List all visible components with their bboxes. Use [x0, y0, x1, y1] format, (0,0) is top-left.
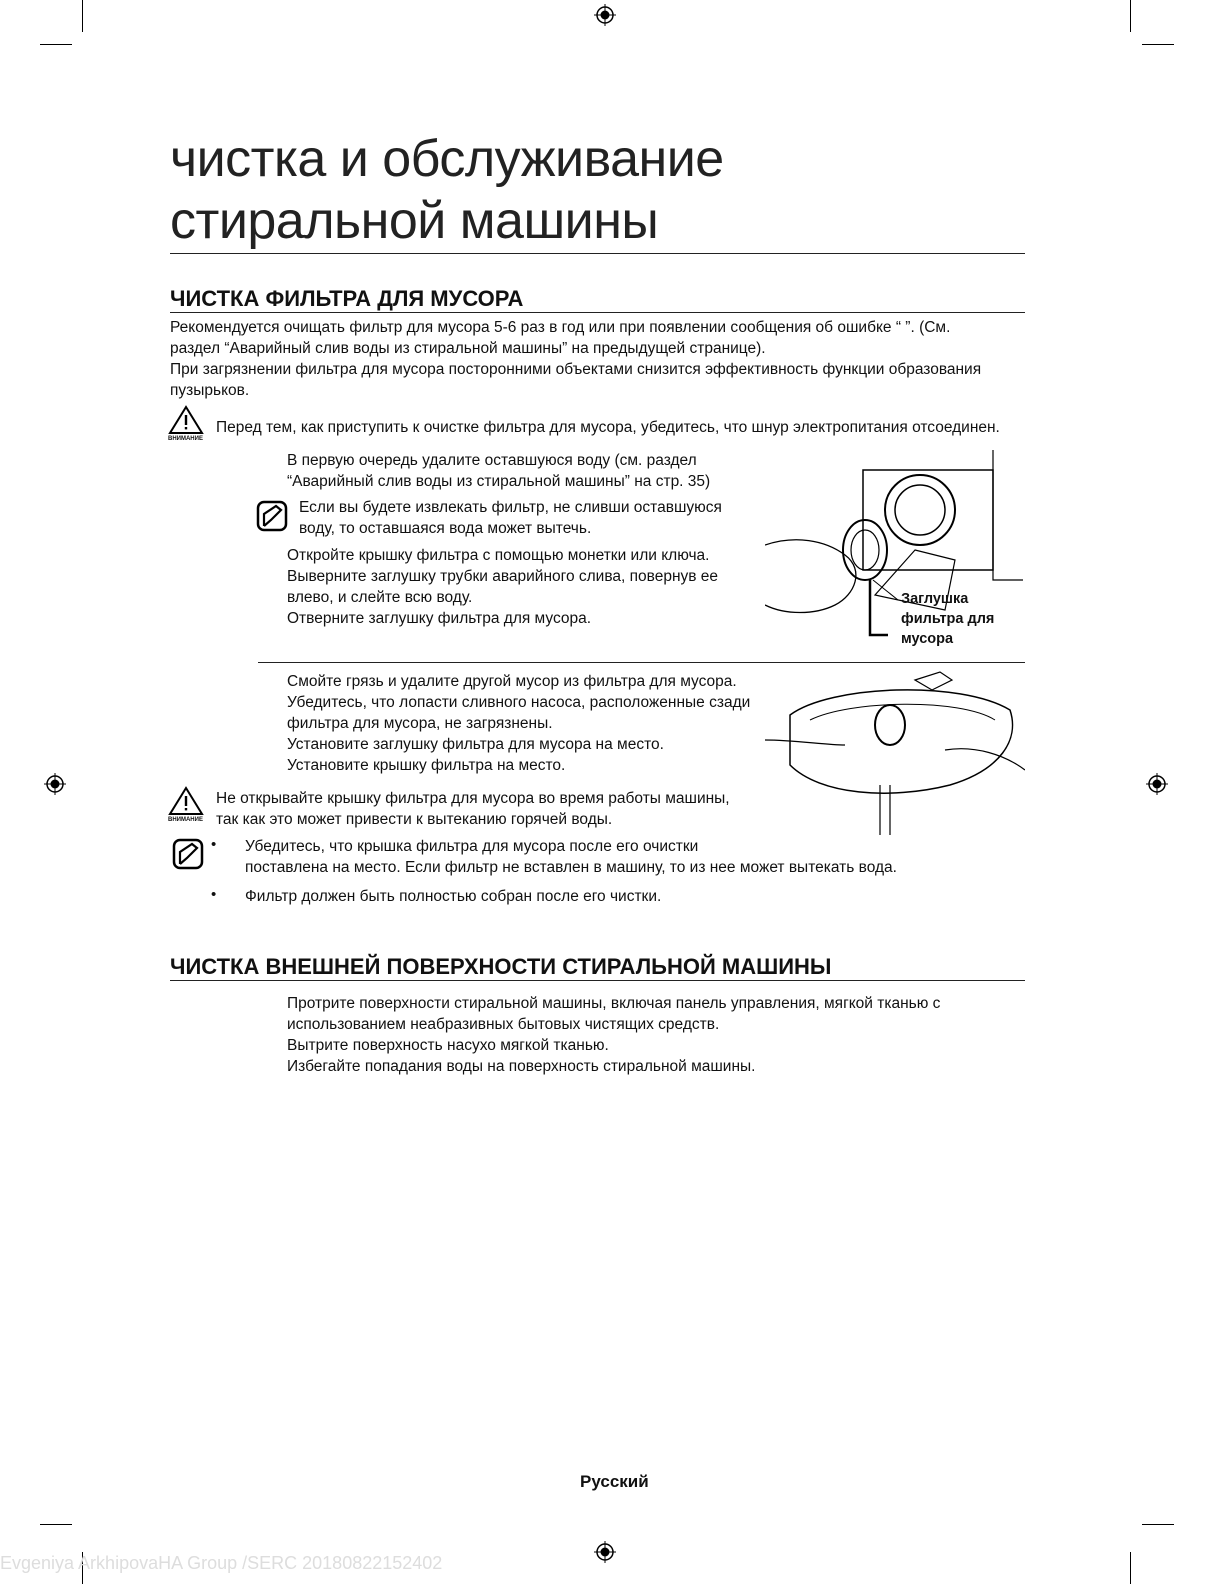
note-item: Фильтр должен быть полностью собран после его чистки.: [245, 888, 662, 905]
step-text: [287, 671, 750, 776]
text-line: использованием неабразивных бытовых чистящих средств.: [287, 1016, 720, 1033]
text-line: фильтра для: [901, 611, 995, 627]
text-line: Избегайте попадания воды на поверхность стиральной машины.: [287, 1058, 756, 1075]
warning-label: ВНИМАНИЕ: [168, 436, 203, 442]
text-line: Вытрите поверхность насухо мягкой тканью.: [287, 1037, 609, 1054]
text-line: “Аварийный слив воды из стиральной машины” на стр. 35): [287, 473, 711, 490]
crop-mark: [40, 1524, 72, 1525]
registration-mark-icon: [44, 773, 66, 795]
text-line: Убедитесь, что крышка фильтра для мусора после его очистки: [245, 838, 699, 855]
text-line: Отверните заглушку фильтра для мусора.: [287, 610, 592, 627]
page-title-line: чистка и обслуживание: [170, 130, 724, 188]
text-line: Откройте крышку фильтра с помощью монетки или ключа.: [287, 547, 710, 564]
filter-cap-callout: [901, 589, 994, 649]
crop-mark: [1130, 1552, 1131, 1584]
filter-washing-illustration: [765, 670, 1025, 835]
note-text: [299, 497, 722, 539]
text-line: так как это может привести к вытеканию горячей воды.: [216, 811, 613, 828]
section-body: [287, 993, 940, 1077]
step-text: [287, 450, 710, 492]
intro-paragraph: [170, 317, 981, 401]
section-divider: [170, 980, 1025, 981]
text-line: воду, то оставшаяся вода может вытечь.: [299, 520, 592, 537]
text-line: При загрязнении фильтра для мусора посторонними объектами снизится эффективность функции образования: [170, 361, 982, 378]
text-line: Заглушка: [901, 591, 969, 607]
note-item: [245, 836, 897, 878]
step-text: [287, 545, 718, 629]
warning-icon: [168, 405, 204, 435]
print-stamp: Evgeniya ArkhipovaHA Group /SERC 20180822152402: [0, 1553, 443, 1573]
step-divider: [258, 662, 1025, 663]
text-line: мусора: [901, 631, 954, 647]
page-language: Русский: [580, 1472, 649, 1491]
crop-mark: [1130, 0, 1131, 32]
text-line: Установите заглушку фильтра для мусора на место.: [287, 736, 664, 753]
crop-mark: [1142, 44, 1174, 45]
note-icon: [172, 838, 204, 870]
crop-mark: [82, 0, 83, 32]
text-line: В первую очередь удалите оставшуюся воду (см. раздел: [287, 452, 697, 469]
warning-text: Перед тем, как приступить к очистке фильтра для мусора, убедитесь, что шнур электропитания отсоединен.: [216, 419, 1000, 436]
crop-mark: [1142, 1524, 1174, 1525]
text-line: Протрите поверхности стиральной машины, включая панель управления, мягкой тканью с: [287, 995, 941, 1012]
registration-mark-icon: [1146, 773, 1168, 795]
note-icon: [256, 500, 288, 532]
text-line: Смойте грязь и удалите другой мусор из фильтра для мусора.: [287, 673, 737, 690]
text-line: раздел “Аварийный слив воды из стиральной машины” на предыдущей странице).: [170, 340, 766, 357]
registration-mark-icon: [594, 1541, 616, 1563]
text-line: Не открывайте крышку фильтра для мусора во время работы машины,: [216, 790, 730, 807]
warning-label: ВНИМАНИЕ: [168, 817, 203, 823]
text-line: влево, и слейте всю воду.: [287, 589, 473, 606]
text-line: фильтра для мусора, не загрязнены.: [287, 715, 553, 732]
title-divider: [170, 253, 1025, 254]
text-line: Выверните заглушку трубки аварийного слива, повернув ее: [287, 568, 719, 585]
page-title: [170, 128, 724, 252]
text-line: поставлена на место. Если фильтр не вставлен в машину, то из нее может вытекать вода.: [245, 859, 897, 876]
text-line: Рекомендуется очищать фильтр для мусора 5-6 раз в год или при появлении сообщения об ошибке “ ”. (См.: [170, 319, 951, 336]
warning-text: [216, 788, 730, 830]
registration-mark-icon: [594, 4, 616, 26]
text-line: Установите крышку фильтра на место.: [287, 757, 566, 774]
section-divider: [170, 312, 1025, 313]
text-line: Если вы будете извлекать фильтр, не сливши оставшуюся: [299, 499, 722, 516]
page-title-line: стиральной машины: [170, 192, 659, 250]
text-line: пузырьков.: [170, 382, 250, 399]
bullet: •: [211, 836, 217, 853]
warning-icon: [168, 786, 204, 816]
section-heading: ЧИСТКА ФИЛЬТРА ДЛЯ МУСОРА: [170, 286, 524, 311]
bullet: •: [211, 886, 217, 903]
crop-mark: [40, 44, 72, 45]
section-heading: ЧИСТКА ВНЕШНЕЙ ПОВЕРХНОСТИ СТИРАЛЬНОЙ МАШИНЫ: [170, 954, 832, 979]
text-line: Убедитесь, что лопасти сливного насоса, расположенные сзади: [287, 694, 751, 711]
